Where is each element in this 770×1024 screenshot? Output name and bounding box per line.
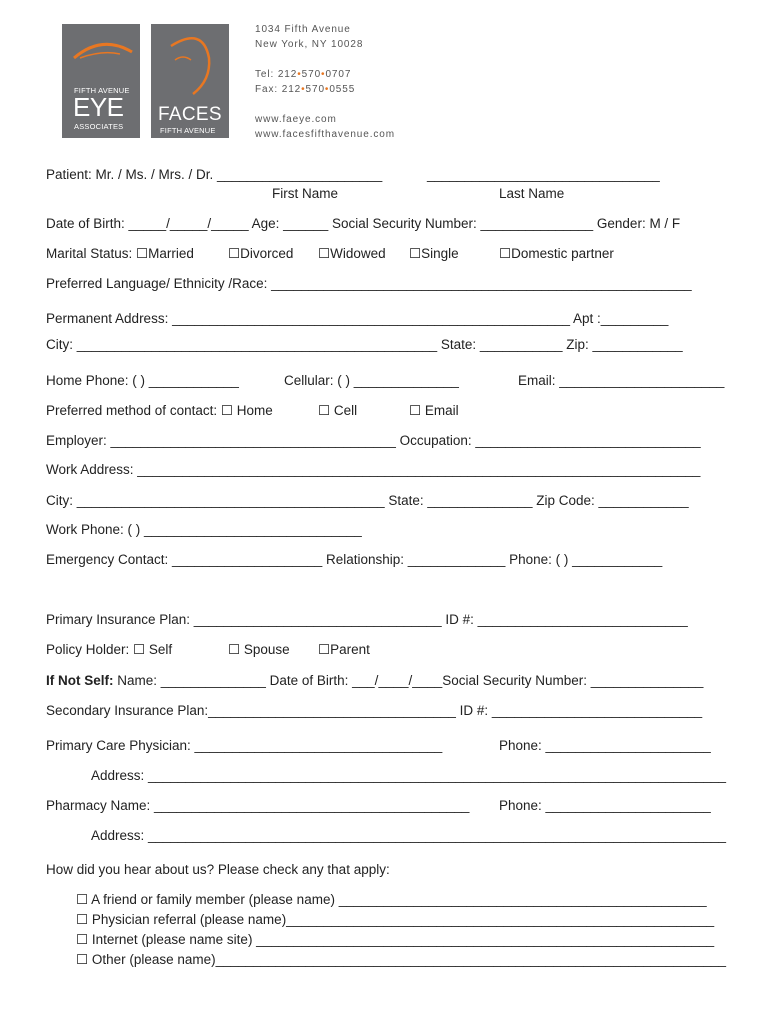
permanent-address-field[interactable]: Permanent Address: _____________________________________________________ Apt :_________ (46, 311, 669, 326)
eye-associates-logo (62, 24, 140, 138)
contact-cell-checkbox[interactable]: ☐ Cell (318, 403, 358, 418)
website1: www.faeye.com (255, 114, 337, 125)
logo2-line1: FACES (158, 104, 222, 125)
city-state-zip-field[interactable]: City: ________________________________________________ State: ___________ Zip: ____________ (46, 337, 683, 352)
pcp-address-field[interactable]: Address: _____________________________________________________________________________ (91, 768, 726, 783)
dot-icon: • (297, 69, 302, 80)
marital-divorced-checkbox[interactable]: ☐Divorced (228, 246, 294, 261)
employer-field[interactable]: Employer: ______________________________________ Occupation: ______________________________ (46, 433, 701, 448)
tel-part1: Tel: 212 (255, 69, 298, 80)
dob-age-ssn-row[interactable]: Date of Birth: _____/_____/_____ Age: ______ Social Security Number: _______________ Gender: M / F (46, 216, 681, 231)
pcp-phone-field[interactable]: Phone: ______________________ (499, 738, 711, 753)
dot-icon: • (324, 84, 330, 95)
pharmacy-field[interactable]: Pharmacy Name: __________________________________________ (46, 798, 470, 813)
work-address-field[interactable]: Work Address: ___________________________________________________________________________ (46, 462, 701, 477)
logo2-line2: FIFTH AVENUE (160, 126, 216, 135)
work-city-field[interactable]: City: _________________________________________ State: ______________ Zip Code: ____________ (46, 493, 689, 508)
fax-part2: 570 (305, 84, 325, 95)
cellular-field[interactable]: Cellular: ( ) ______________ (284, 373, 459, 388)
policy-spouse-checkbox[interactable]: ☐ Spouse (228, 642, 290, 657)
eye-arc-icon (62, 24, 140, 84)
contact-email-checkbox[interactable]: ☐ Email (409, 403, 459, 418)
referral-internet-checkbox[interactable]: ☐ Internet (please name site) _____________________________________________________________ (76, 932, 715, 947)
fax-part1: Fax: 212 (255, 84, 302, 95)
last-name-caption: Last Name (499, 186, 565, 201)
last-name-field[interactable]: _______________________________ (427, 167, 660, 182)
address-line1: 1034 Fifth Avenue (255, 24, 351, 35)
if-not-self-label: If Not Self: (46, 673, 114, 688)
marital-married-checkbox[interactable]: Marital Status: ☐Married (46, 246, 194, 261)
pharmacy-address-field[interactable]: Address: _____________________________________________________________________________ (91, 828, 726, 843)
patient-name-field[interactable]: Patient: Mr. / Ms. / Mrs. / Dr. ______________________ (46, 167, 383, 182)
policy-parent-checkbox[interactable]: ☐Parent (318, 642, 370, 657)
website2: www.facesfifthavenue.com (255, 129, 395, 140)
logo1-line1: FIFTH AVENUE (74, 86, 130, 95)
pcp-field[interactable]: Primary Care Physician: _________________________________ (46, 738, 443, 753)
first-name-caption: First Name (272, 186, 339, 201)
referral-question: How did you hear about us? Please check any that apply: (46, 862, 390, 877)
emergency-contact-field[interactable]: Emergency Contact: ____________________ Relationship: _____________ Phone: ( ) ____________ (46, 552, 663, 567)
language-field[interactable]: Preferred Language/ Ethnicity /Race: ________________________________________________________ (46, 276, 692, 291)
fax (255, 84, 355, 95)
referral-physician-checkbox[interactable]: ☐ Physician referral (please name)_________________________________________________________ (76, 912, 715, 927)
faces-arc-icon (151, 24, 229, 104)
referral-friend-checkbox[interactable]: ☐ A friend or family member (please name) _________________________________________________ (76, 892, 707, 907)
referral-other-checkbox[interactable]: ☐ Other (please name)____________________________________________________________________ (76, 952, 726, 967)
faces-logo (151, 24, 229, 138)
marital-widowed-checkbox[interactable]: ☐Widowed (318, 246, 386, 261)
pharmacy-phone-field[interactable]: Phone: ______________________ (499, 798, 711, 813)
telephone (255, 69, 351, 80)
contact-home-checkbox[interactable]: Preferred method of contact: ☐ Home (46, 403, 273, 418)
marital-partner-checkbox[interactable]: ☐Domestic partner (499, 246, 614, 261)
tel-part2: 570 (301, 69, 322, 80)
primary-insurance-field[interactable]: Primary Insurance Plan: _________________________________ ID #: ____________________________ (46, 612, 688, 627)
address-line2: New York, NY 10028 (255, 39, 364, 50)
policy-self-checkbox[interactable]: Policy Holder: ☐ Self (46, 642, 173, 657)
marital-single-checkbox[interactable]: ☐Single (409, 246, 459, 261)
logo1-line2: EYE (73, 92, 124, 122)
dot-icon: • (301, 84, 306, 95)
logo1-line3: ASSOCIATES (74, 122, 124, 131)
fax-part3: 0555 (329, 84, 356, 95)
dot-icon: • (321, 69, 326, 80)
tel-part3: 0707 (325, 69, 352, 80)
work-phone-field[interactable]: Work Phone: ( ) _____________________________ (46, 522, 362, 537)
home-phone-field[interactable]: Home Phone: ( ) ____________ (46, 373, 239, 388)
email-field[interactable]: Email: ______________________ (518, 373, 725, 388)
if-not-self-fields[interactable]: Name: ______________ Date of Birth: ___/____/____Social Security Number: _______________ (113, 673, 704, 688)
if-not-self-row[interactable] (46, 673, 703, 688)
secondary-insurance-field[interactable]: Secondary Insurance Plan:_________________________________ ID #: ____________________________ (46, 703, 703, 718)
